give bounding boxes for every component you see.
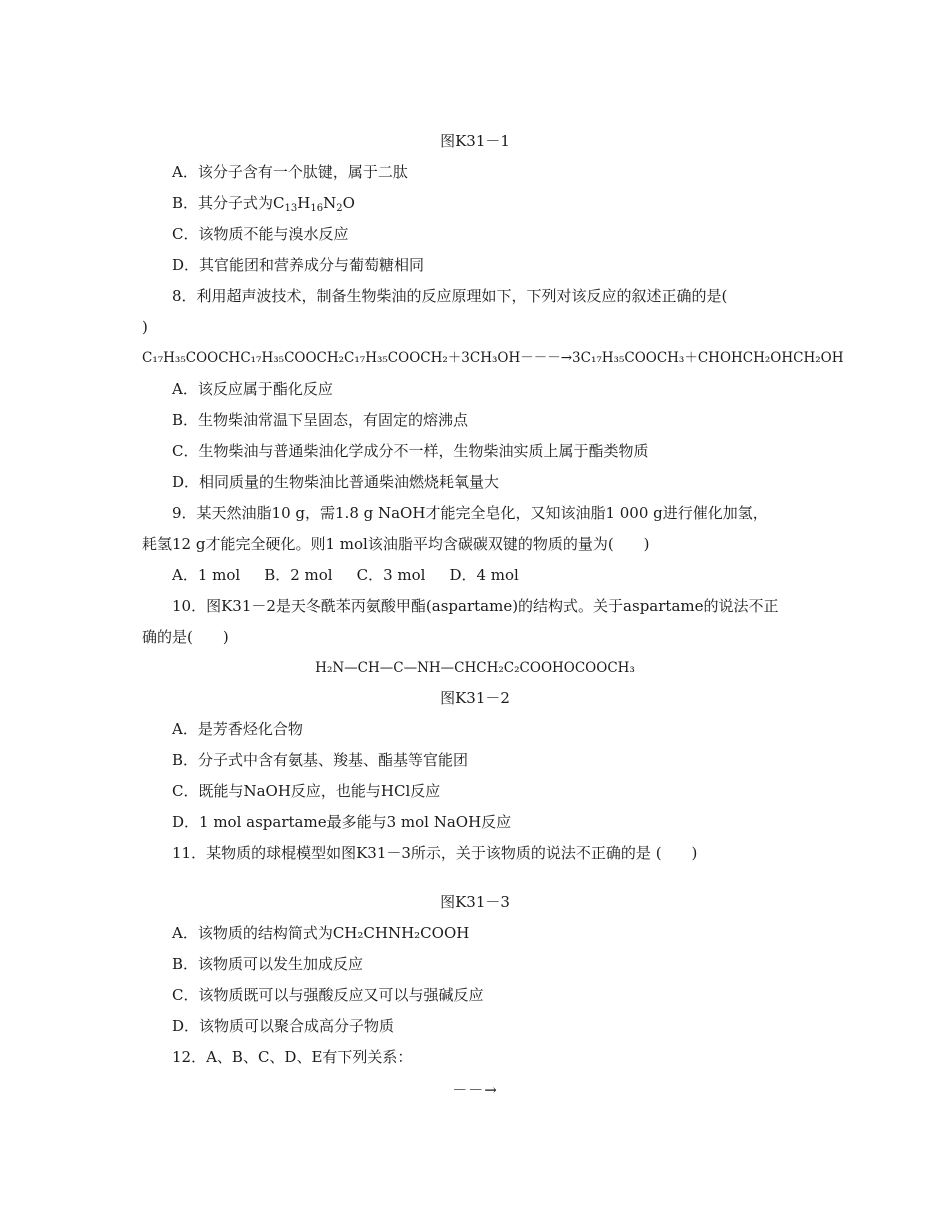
q10-stem-line2: 确的是( ): [142, 628, 229, 646]
q8-stem-line2: ): [142, 318, 148, 336]
figure-caption-k31-3: 图K31－3: [440, 893, 510, 911]
q7-option-b: B．其分子式为$C_{13}H_{16}N_2O$: [172, 194, 355, 214]
figure-caption-k31-1: 图K31－1: [440, 132, 510, 150]
q10-stem-line1: 10．图K31－2是天冬酰苯丙氨酸甲酯(aspartame)的结构式。关于aspartame的说法不正: [172, 597, 779, 615]
q7-option-a: A．该分子含有一个肽键，属于二肽: [172, 163, 408, 181]
q8-option-b: B．生物柴油常温下呈固态，有固定的熔沸点: [172, 411, 469, 429]
q10-option-d: D．1 mol aspartame最多能与3 mol NaOH反应: [172, 813, 512, 831]
q7-option-c: C．该物质不能与溴水反应: [172, 225, 349, 243]
q8-option-d: D．相同质量的生物柴油比普通柴油燃烧耗氧量大: [172, 473, 500, 491]
q9-option-d: D．4 mol: [449, 566, 519, 584]
figure-caption-k31-2: 图K31－2: [440, 689, 510, 707]
q11-option-d: D．该物质可以聚合成高分子物质: [172, 1017, 395, 1035]
q8-option-c: C．生物柴油与普通柴油化学成分不一样，生物柴油实质上属于酯类物质: [172, 442, 649, 460]
q8-option-a: A．该反应属于酯化反应: [172, 380, 333, 398]
q9-option-b: B．2 mol: [264, 566, 333, 584]
q10-option-c: C．既能与NaOH反应，也能与HCl反应: [172, 782, 441, 800]
q8-stem-line1: 8．利用超声波技术，制备生物柴油的反应原理如下，下列对该反应的叙述正确的是(: [172, 287, 728, 305]
q11-option-b: B．该物质可以发生加成反应: [172, 955, 364, 973]
q10-option-a: A．是芳香烃化合物: [172, 720, 303, 738]
q10-option-b: B．分子式中含有氨基、羧基、酯基等官能团: [172, 751, 469, 769]
q9-stem-line1: 9．某天然油脂10 g，需1.8 g NaOH才能完全皂化，又知该油脂1 000 g进行催化加氢，: [172, 504, 768, 522]
q9-option-a: A．1 mol: [172, 566, 241, 584]
q11-stem: 11．某物质的球棍模型如图K31－3所示，关于该物质的说法不正确的是 ( ): [172, 844, 698, 862]
q9-stem-line2: 耗氢12 g才能完全硬化。则1 mol该油脂平均含碳碳双键的物质的量为( ): [142, 535, 650, 553]
q11-option-c: C．该物质既可以与强酸反应又可以与强碱反应: [172, 986, 484, 1004]
q9-option-c: C．3 mol: [356, 566, 426, 584]
q8-reaction-equation: C₁₇H₃₅COOCHC₁₇H₃₅COOCH₂C₁₇H₃₅COOCH₂＋3CH₃OH－－－→3C₁₇H₃₅COOCH₃＋CHOHCH₂OHCH₂OH: [142, 350, 844, 366]
q7-option-d: D．其官能团和营养成分与葡萄糖相同: [172, 256, 425, 274]
q10-structural-formula: H₂N—CH—C—NH—CHCH₂C₂COOHOCOOCH₃: [315, 660, 635, 676]
q12-stem: 12．A、B、C、D、E有下列关系：: [172, 1048, 413, 1066]
q12-reaction-arrow: －－→: [452, 1081, 498, 1099]
q9-options: [172, 565, 543, 585]
q11-option-a: A．该物质的结构简式为CH₂CHNH₂COOH: [172, 924, 470, 942]
